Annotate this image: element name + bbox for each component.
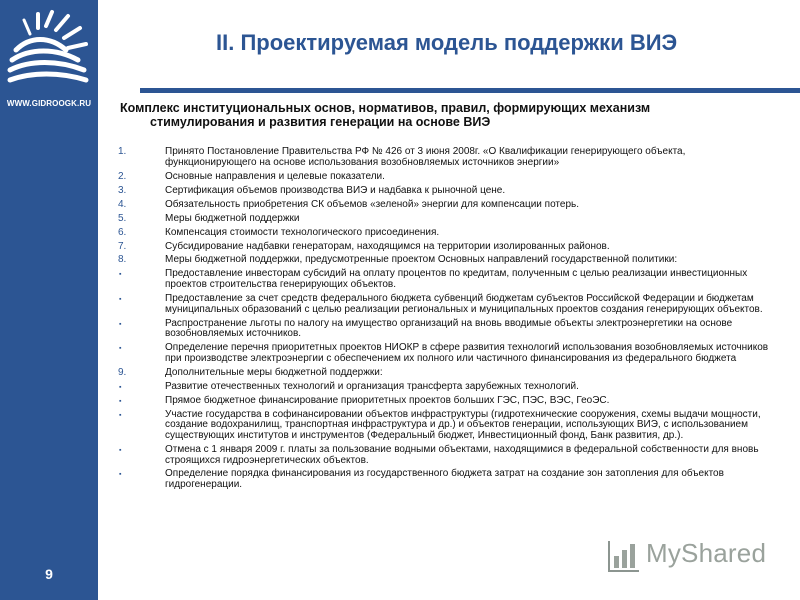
list-item: [118, 368, 772, 379]
list-marker: 7.: [118, 240, 127, 252]
list-item-text: Меры бюджетной поддержки: [165, 212, 300, 224]
list-item: [118, 200, 772, 211]
measures-list: [118, 147, 772, 494]
list-item: [118, 255, 772, 266]
list-item: [118, 186, 772, 197]
list-marker: 4.: [118, 198, 127, 210]
list-item: [118, 242, 772, 253]
list-marker: 6.: [118, 226, 127, 238]
list-item-text: Дополнительные меры бюджетной поддержки:: [165, 366, 383, 378]
list-item: [118, 269, 772, 290]
bullet-icon: ▪: [119, 296, 122, 304]
list-marker: 1.: [118, 146, 127, 157]
list-item: [118, 319, 772, 340]
list-item-text: Отмена с 1 января 2009 г. платы за пользование водными объектами, находящимися в федеральной собственности для вновь строящихся гидроэнергетических объектов.: [165, 443, 759, 466]
list-marker: 5.: [118, 212, 127, 224]
bullet-icon: ▪: [119, 446, 122, 454]
list-item-text: Основные направления и целевые показатели.: [165, 170, 385, 182]
bullet-icon: ▪: [119, 411, 122, 419]
list-item: [118, 410, 772, 442]
subtitle-line-1: Комплекс институциональных основ, нормативов, правил, формирующих механизм: [120, 101, 651, 115]
list-item-text: Определение перечня приоритетных проектов НИОКР в сфере развития технологий использования возобновляемых источников при производстве электроэнергии с обеспечением их полного или частичного финансирования из федерального бюджета: [165, 342, 769, 364]
page-number: 9: [45, 566, 53, 582]
list-item-text: Субсидирование надбавки генераторам, находящимся на территории изолированных районов.: [165, 240, 610, 252]
list-item: [118, 172, 772, 183]
list-marker: 2.: [118, 170, 127, 182]
list-item-text: Развитие отечественных технологий и организация трансферта зарубежных технологий.: [165, 380, 579, 392]
title-divider: [140, 88, 800, 93]
list-item-text: Меры бюджетной поддержки, предусмотренные проектом Основных направлений государственной политики:: [165, 254, 678, 266]
watermark[interactable]: [604, 536, 767, 576]
list-item-text: Предоставление за счет средств федерального бюджета субвенций бюджетам субъектов Российской Федерации и бюджетам муниципальных образований с целью реализации региональных и муниципальных проектов создания генерирующих объектов.: [165, 293, 763, 315]
list-item: [118, 469, 772, 490]
list-item: [118, 382, 772, 393]
bar-chart-icon: [606, 538, 642, 574]
bullet-icon: ▪: [119, 345, 122, 353]
bullet-icon: ▪: [119, 271, 122, 279]
bullet-icon: ▪: [119, 397, 122, 405]
watermark-text: MyShared: [646, 538, 767, 568]
bullet-icon: ▪: [119, 383, 122, 391]
list-item-text: Определение порядка финансирования из государственного бюджета затрат на создание зон затопления для объектов гидрогенерации.: [165, 468, 724, 491]
list-item-text: Принято Постановление Правительства РФ № 426 от 3 июня 2008г. «О Квалификации генерирующего объекта, функционирующего на основе использования возобновляемых источников энергии»: [165, 146, 686, 168]
section-subtitle: [120, 101, 760, 129]
list-item: [118, 396, 772, 407]
list-item: [118, 147, 772, 168]
bullet-icon: ▪: [119, 320, 122, 328]
sidebar: [0, 0, 98, 600]
subtitle-line-2: стимулирования и развития генерации на основе ВИЭ: [150, 115, 491, 129]
list-item-text: Обязательность приобретения СК объемов «зеленой» энергии для компенсации потерь.: [165, 198, 579, 210]
list-item: [118, 445, 772, 466]
list-marker: 9.: [118, 366, 127, 378]
list-item: [118, 343, 772, 364]
list-item-text: Прямое бюджетное финансирование приоритетных проектов больших ГЭС, ПЭС, ВЭС, ГеоЭС.: [165, 394, 610, 406]
list-item: [118, 228, 772, 239]
gidroogk-logo: [6, 6, 90, 90]
list-item-text: Распространение льготы по налогу на имущество организаций на вновь вводимые объекты электроэнергетики на основе возобновляемых источников.: [165, 317, 733, 340]
list-marker: 8.: [118, 254, 127, 266]
site-url[interactable]: WWW.GIDROOGK.RU: [6, 99, 92, 108]
list-marker: 3.: [118, 184, 127, 196]
list-item-text: Компенсация стоимости технологического присоединения.: [165, 226, 440, 238]
page-title: II. Проектируемая модель поддержки ВИЭ: [216, 30, 678, 55]
list-item: [118, 294, 772, 315]
list-item-text: Предоставление инвесторам субсидий на оплату процентов по кредитам, полученным с целью реализации инвестиционных проектов строительства генерирующих объектов.: [165, 268, 748, 291]
list-item-text: Участие государства в софинансировании объектов инфраструктуры (гидротехнические сооружения, схемы выдачи мощности, создание водохранилищ, транспортная инфраструктура и др.) и объектов генерации, использующих ВИЭ, с использованием существующих институтов и инструментов (Федеральный бюджет, Инвестиционный фонд, Банк развития, др.).: [165, 408, 761, 441]
list-item-text: Сертификация объемов производства ВИЭ и надбавка к рыночной цене.: [165, 184, 506, 196]
bullet-icon: ▪: [119, 471, 122, 479]
list-item: [118, 214, 772, 225]
